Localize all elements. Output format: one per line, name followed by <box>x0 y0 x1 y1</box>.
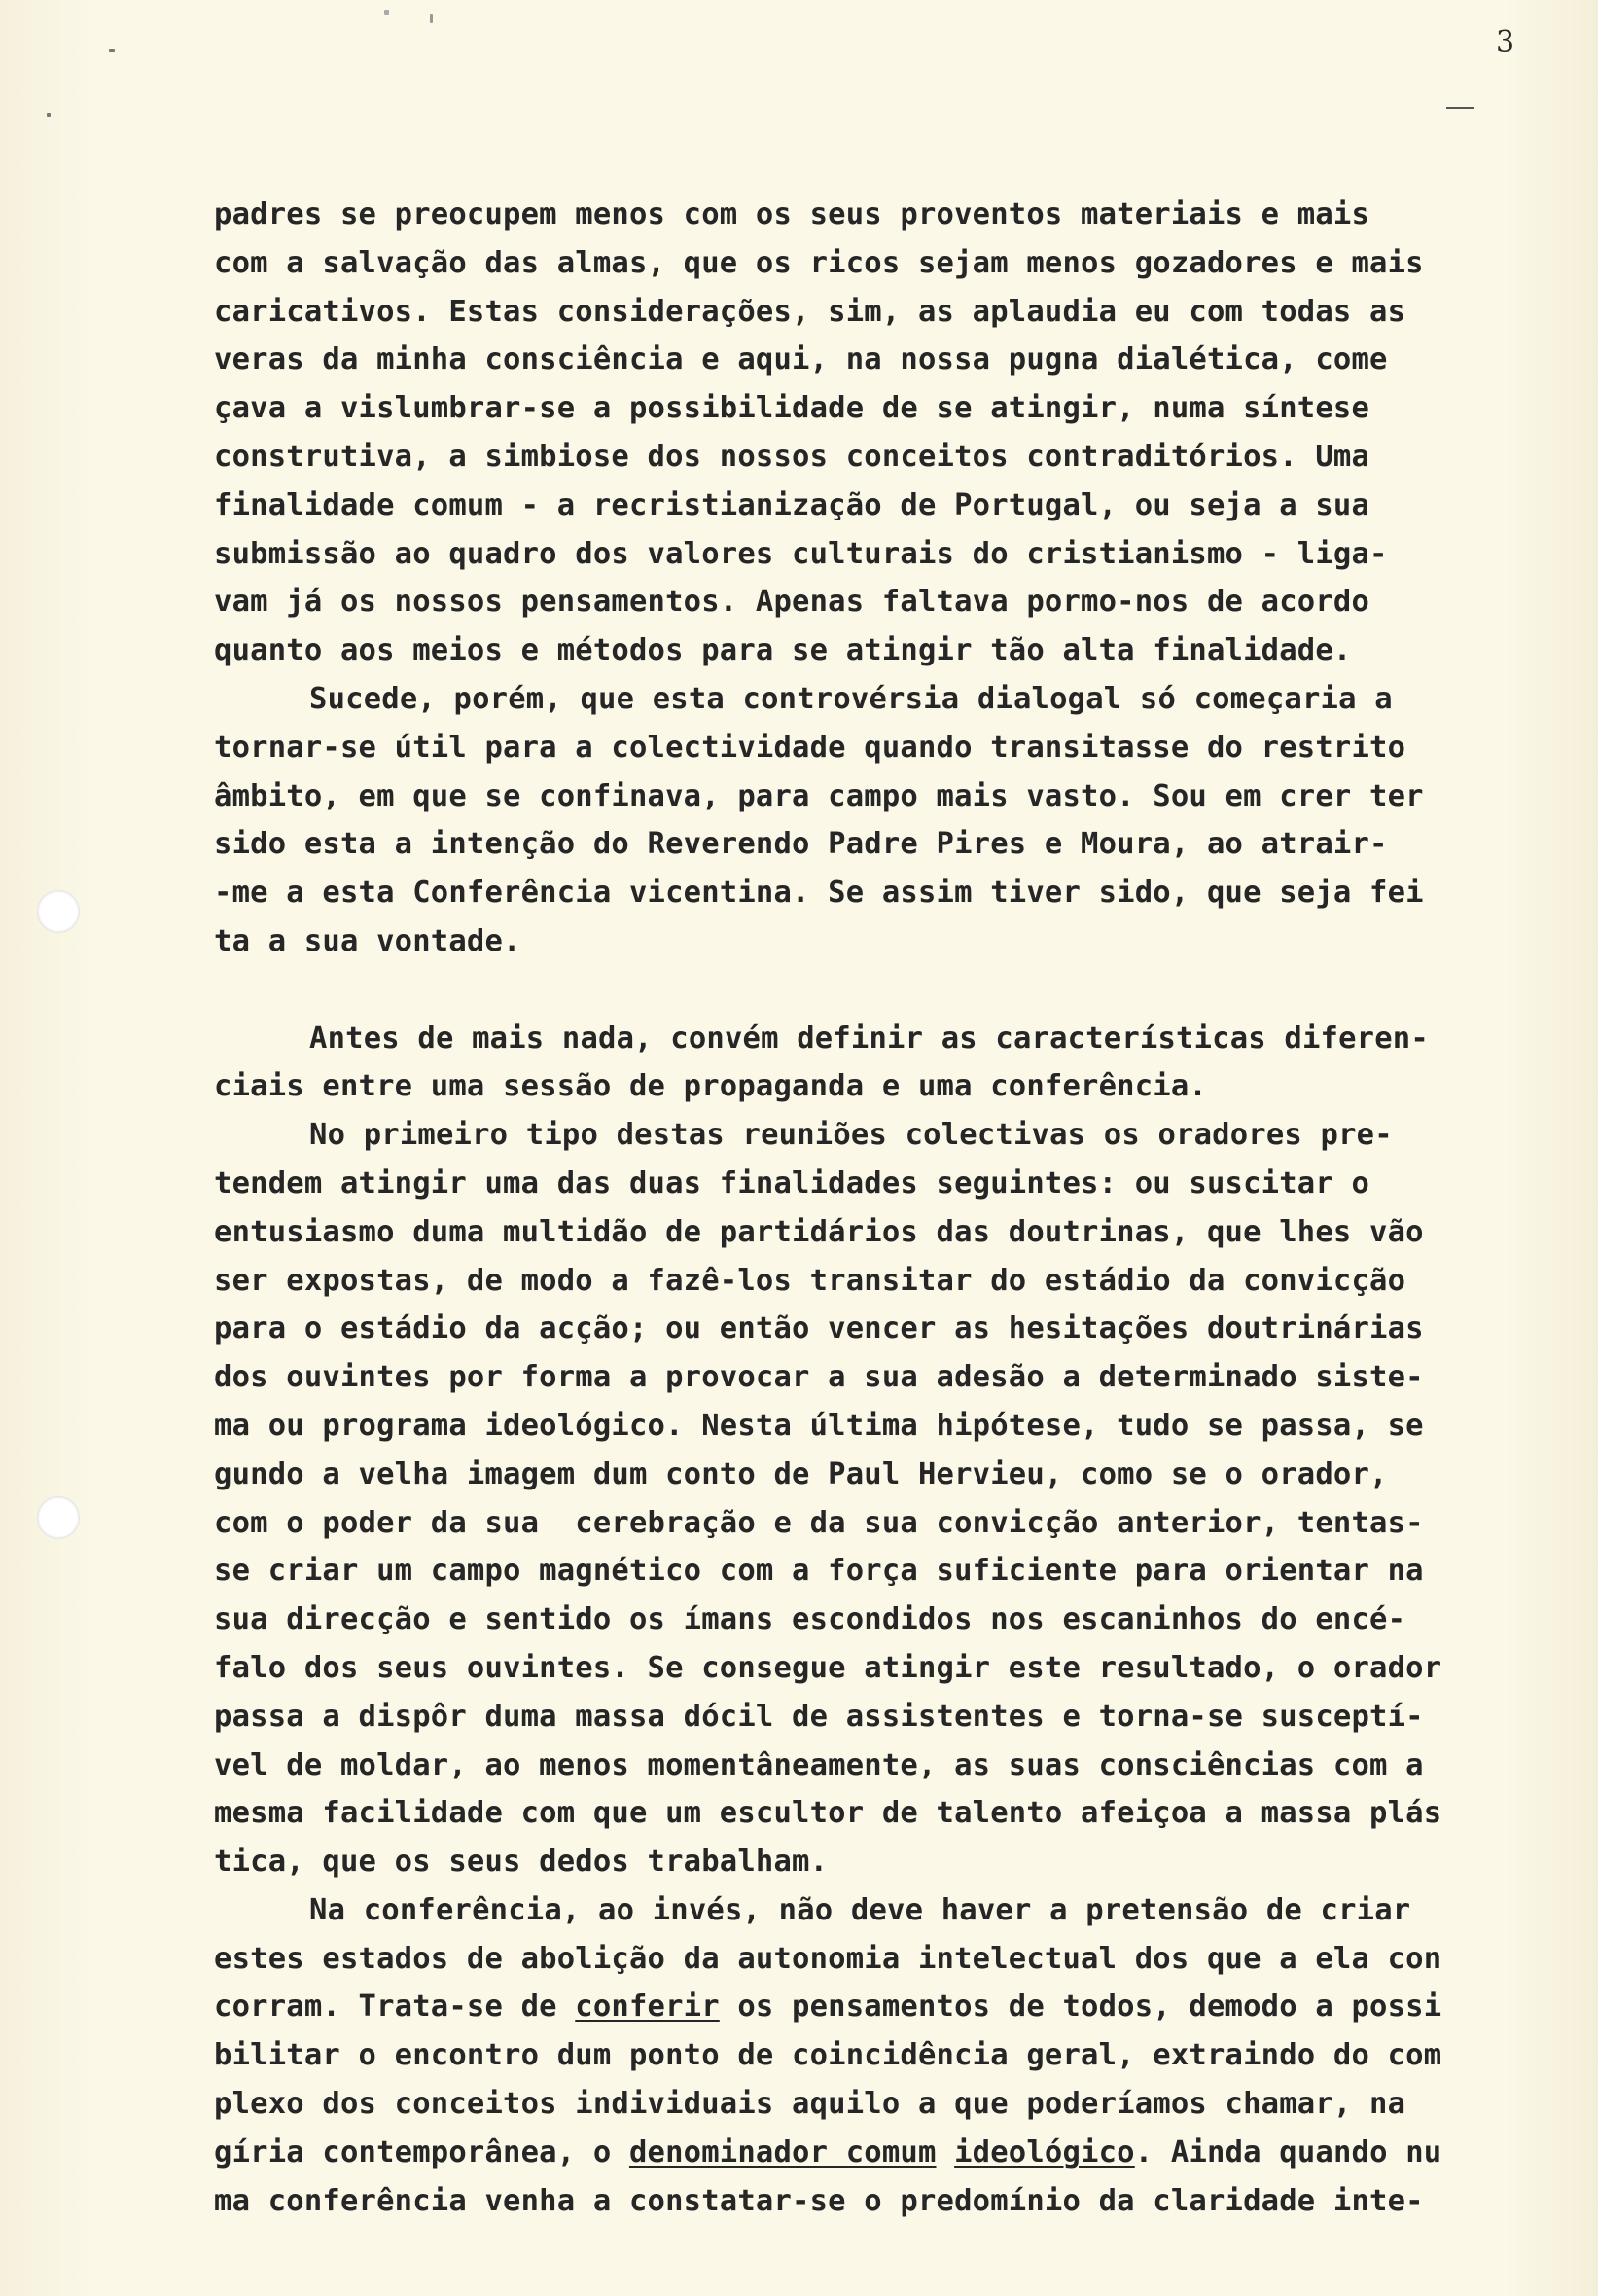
margin-mark <box>1446 107 1474 109</box>
text-line: com o poder da sua cerebração e da sua convicção anterior, tentas- <box>214 1505 1424 1540</box>
text-line: ta a sua vontade. <box>214 923 521 958</box>
scan-speck <box>384 10 389 15</box>
text-line: gíria contemporânea, o denominador comum ideológico. Ainda quando nu <box>214 2135 1442 2170</box>
text-line: vel de moldar, ao menos momentâneamente, as suas consciências com a <box>214 1747 1424 1782</box>
paragraph <box>214 1886 1537 2226</box>
text-line: ma conferência venha a constatar-se o predomínio da claridade inte- <box>214 2183 1424 2218</box>
text-line: entusiasmo duma multidão de partidários das doutrinas, que lhes vão <box>214 1214 1424 1249</box>
text-line: çava a vislumbrar-se a possibilidade de se atingir, numa síntese <box>214 391 1370 426</box>
typewritten-body <box>214 191 1537 2225</box>
text-line: passa a dispôr duma massa dócil de assistentes e torna-se susceptí- <box>214 1699 1424 1734</box>
text-line: para o estádio da acção; ou então vencer as hesitações doutrinárias <box>214 1311 1424 1346</box>
punch-hole <box>37 890 80 933</box>
text-line: tendem atingir uma das duas finalidades seguintes: ou suscitar o <box>214 1166 1370 1201</box>
text-line: submissão ao quadro dos valores culturais do cristianismo - liga- <box>214 536 1388 571</box>
text-line: quanto aos meios e métodos para se atingir tão alta finalidade. <box>214 633 1352 668</box>
text-line: -me a esta Conferência vicentina. Se assim tiver sido, que seja fei <box>214 876 1424 911</box>
punch-hole <box>37 1496 80 1539</box>
text-line: caricativos. Estas considerações, sim, as aplaudia eu com todas as <box>214 294 1406 329</box>
text-line: corram. Trata-se de conferir os pensamentos de todos, demodo a possi <box>214 1990 1442 2025</box>
text-line: padres se preocupem menos com os seus proventos materiais e mais <box>214 197 1370 232</box>
text-line: se criar um campo magnético com a força suficiente para orientar na <box>214 1554 1424 1589</box>
text-line: No primeiro tipo destas reuniões colectivas os oradores pre- <box>309 1118 1393 1153</box>
scan-speck <box>109 49 115 52</box>
text-line: bilitar o encontro dum ponto de coincidência geral, extraindo do com <box>214 2038 1442 2073</box>
text-line: sido esta a intenção do Reverendo Padre Pires e Moura, ao atrair- <box>214 827 1388 862</box>
text-line: plexo dos conceitos individuais aquilo a que poderíamos chamar, na <box>214 2087 1406 2122</box>
text-line: dos ouvintes por forma a provocar a sua adesão a determinado siste- <box>214 1360 1424 1395</box>
text-line: com a salvação das almas, que os ricos sejam menos gozadores e mais <box>214 245 1424 280</box>
text-line: ser expostas, de modo a fazê-los transitar do estádio da convicção <box>214 1263 1406 1298</box>
text-line: tica, que os seus dedos trabalham. <box>214 1845 829 1880</box>
text-line: veras da minha consciência e aqui, na nossa pugna dialética, come <box>214 342 1388 377</box>
paragraph <box>214 1015 1537 1112</box>
text-line: estes estados de abolição da autonomia intelectual dos que a ela con <box>214 1941 1442 1976</box>
text-line: vam já os nossos pensamentos. Apenas faltava pormo-nos de acordo <box>214 585 1370 620</box>
paragraph-gap <box>214 966 1537 1015</box>
text-line: âmbito, em que se confinava, para campo mais vasto. Sou em crer ter <box>214 778 1424 813</box>
scan-speck <box>47 113 51 117</box>
text-line: ciais entre uma sessão de propaganda e uma conferência. <box>214 1069 1207 1104</box>
scan-speck <box>430 14 433 23</box>
text-line: mesma facilidade com que um escultor de talento afeiçoa a massa plás <box>214 1796 1442 1831</box>
paragraph <box>214 191 1537 675</box>
text-line: Sucede, porém, que esta controvérsia dialogal só começaria a <box>309 681 1393 716</box>
text-line: construtiva, a simbiose dos nossos conceitos contraditórios. Uma <box>214 439 1370 474</box>
paragraph <box>214 1111 1537 1886</box>
text-line: Na conferência, ao invés, não deve haver a pretensão de criar <box>309 1892 1411 1927</box>
text-line: Antes de mais nada, convém definir as características diferen- <box>309 1021 1429 1056</box>
text-line: sua direcção e sentido os ímans escondidos nos escaninhos do encé- <box>214 1602 1406 1637</box>
text-line: gundo a velha imagem dum conto de Paul Hervieu, como se o orador, <box>214 1456 1388 1491</box>
page-number: 3 <box>1496 25 1515 59</box>
text-line: finalidade comum - a recristianização de Portugal, ou seja a sua <box>214 487 1370 522</box>
text-line: ma ou programa ideológico. Nesta última hipótese, tudo se passa, se <box>214 1408 1424 1443</box>
text-line: tornar-se útil para a colectividade quando transitasse do restrito <box>214 730 1406 765</box>
text-line: falo dos seus ouvintes. Se consegue atingir este resultado, o orador <box>214 1650 1442 1685</box>
paragraph <box>214 675 1537 966</box>
